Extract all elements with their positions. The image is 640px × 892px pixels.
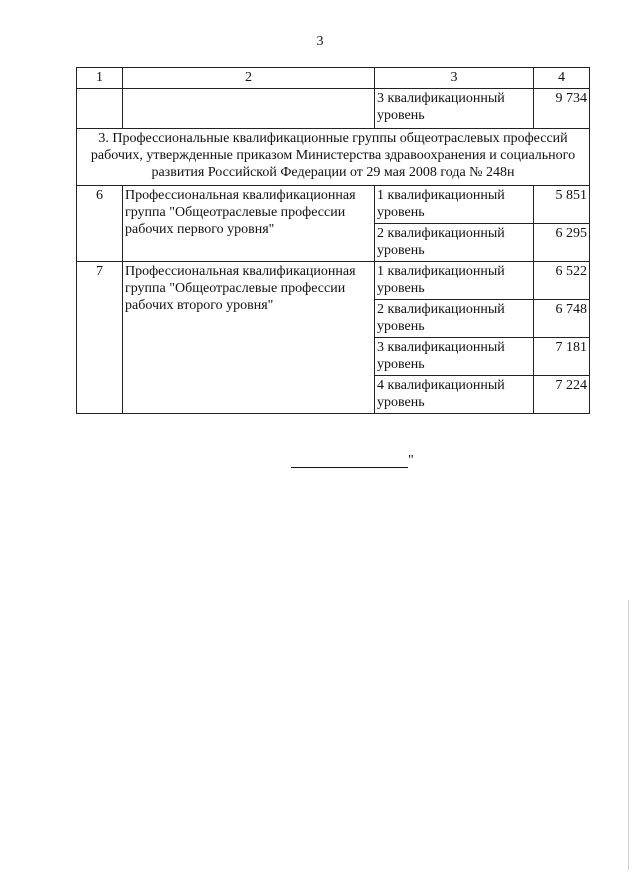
salary-value-cell: 5 851 xyxy=(534,186,590,224)
qualification-level-cell: 2 квалификационный уровень xyxy=(375,224,534,262)
qualification-level-cell: 1 квалификационный уровень xyxy=(375,262,534,300)
row-number-cell xyxy=(77,89,123,129)
column-header-2: 2 xyxy=(123,68,375,89)
closing-line xyxy=(291,456,408,468)
table-header-row xyxy=(77,68,590,89)
salary-value-cell: 6 295 xyxy=(534,224,590,262)
group-name-cell: Профессиональная квалификационная группа "Общеотраслевые профессии рабочих второго уровня" xyxy=(123,262,375,414)
closing-quote: " xyxy=(408,453,414,468)
page-number: 3 xyxy=(316,34,324,49)
column-header-4: 4 xyxy=(534,68,590,89)
qualification-level-cell: 1 квалификационный уровень xyxy=(375,186,534,224)
table-row xyxy=(77,89,590,129)
table-row xyxy=(77,186,590,224)
group-name-cell: Профессиональная квалификационная группа "Общеотраслевые профессии рабочих первого уровня" xyxy=(123,186,375,262)
salary-value-cell: 6 748 xyxy=(534,300,590,338)
qualification-level-cell: 4 квалификационный уровень xyxy=(375,376,534,414)
table-row xyxy=(77,262,590,300)
qualification-level-cell: 3 квалификационный уровень xyxy=(375,89,534,129)
salary-value-cell: 9 734 xyxy=(534,89,590,129)
row-number-cell: 7 xyxy=(77,262,123,414)
salary-table xyxy=(76,67,590,414)
group-name-cell xyxy=(123,89,375,129)
closing-mark xyxy=(291,454,414,468)
qualification-level-cell: 3 квалификационный уровень xyxy=(375,338,534,376)
row-number-cell: 6 xyxy=(77,186,123,262)
column-header-3: 3 xyxy=(375,68,534,89)
salary-value-cell: 7 224 xyxy=(534,376,590,414)
salary-value-cell: 7 181 xyxy=(534,338,590,376)
qualification-level-cell: 2 квалификационный уровень xyxy=(375,300,534,338)
section-title: 3. Профессиональные квалификационные группы общеотраслевых профессий рабочих, утвержденные приказом Министерства здравоохранения и социального развития Российской Федерации от 29 мая 2008 года № 248н xyxy=(77,129,590,186)
scan-edge-line xyxy=(628,600,629,870)
section-row xyxy=(77,129,590,186)
column-header-1: 1 xyxy=(77,68,123,89)
salary-value-cell: 6 522 xyxy=(534,262,590,300)
